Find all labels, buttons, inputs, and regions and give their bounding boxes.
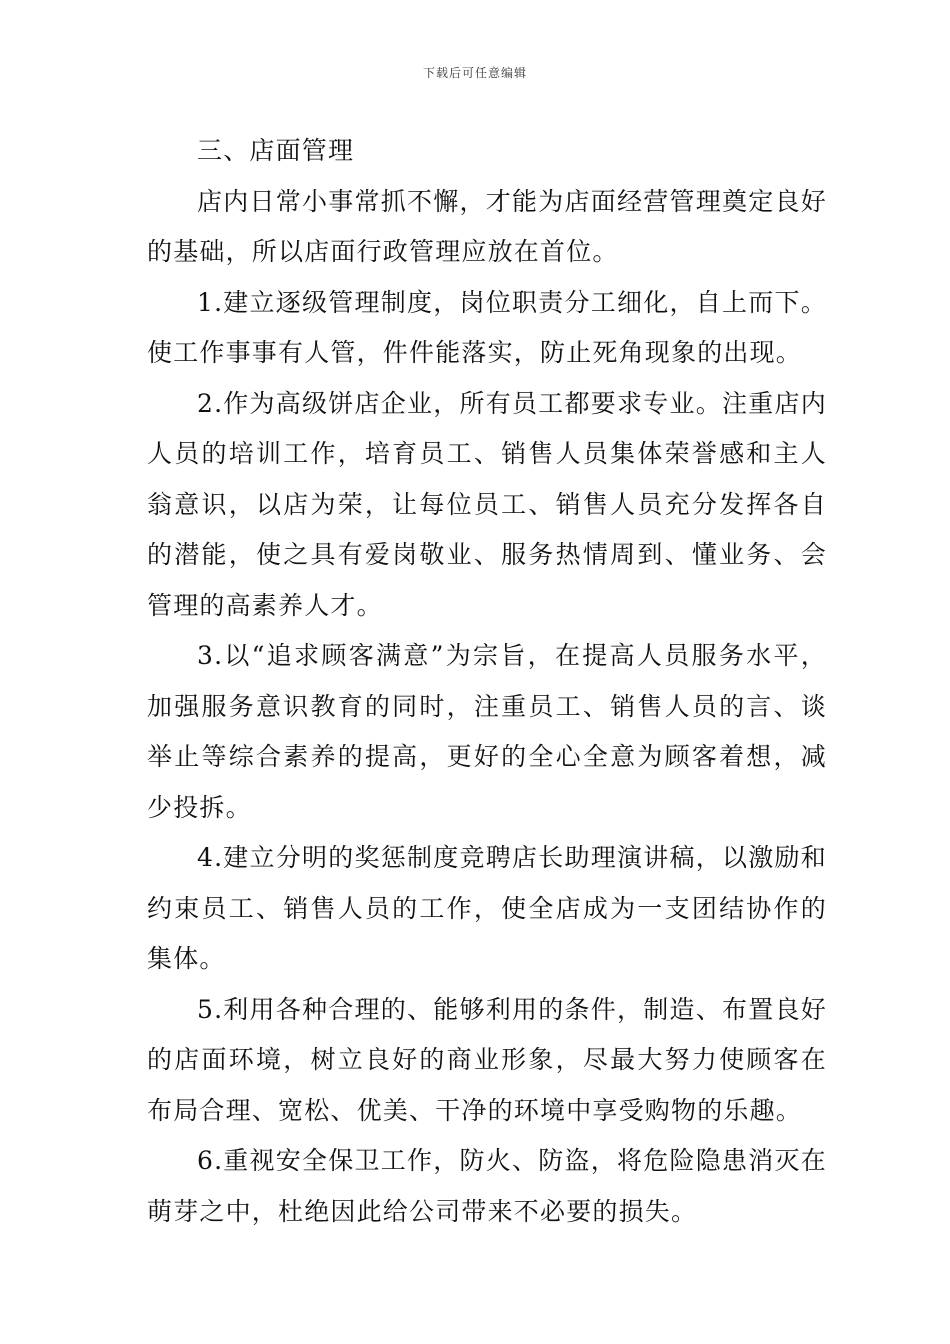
list-item: 4.建立分明的奖惩制度竞聘店长助理演讲稿，以激励和约束员工、销售人员的工作，使全店成为一支团结协作的集体。 bbox=[147, 843, 827, 973]
list-item: 6.重视安全保卫工作，防火、防盗，将危险隐患消灭在萌芽之中，杜绝因此给公司带来不必要的损失。 bbox=[147, 1146, 827, 1226]
list-item: 2.作为高级饼店企业，所有员工都要求专业。注重店内人员的培训工作，培育员工、销售人员集体荣誉感和主人翁意识，以店为荣，让每位员工、销售人员充分发挥各自的潜能，使之具有爱岗敬业、服务热情周到、懂业务、会管理的高素养人才。 bbox=[147, 388, 827, 620]
intro-paragraph: 店内日常小事常抓不懈，才能为店面经营管理奠定良好的基础，所以店面行政管理应放在首位。 bbox=[147, 186, 827, 266]
list-item: 3.以“追求顾客满意”为宗旨，在提高人员服务水平，加强服务意识教育的同时，注重员工、销售人员的言、谈举止等综合素养的提高，更好的全心全意为顾客着想，减少投拆。 bbox=[147, 641, 827, 822]
document-body bbox=[147, 126, 827, 1237]
section-title: 三、店面管理 bbox=[197, 136, 355, 165]
list-item: 5.利用各种合理的、能够利用的条件，制造、布置良好的店面环境，树立良好的商业形象，尽最大努力使顾客在布局合理、宽松、优美、干净的环境中享受购物的乐趣。 bbox=[147, 994, 827, 1125]
list-item: 1.建立逐级管理制度，岗位职责分工细化，自上而下。使工作事事有人管，件件能落实，防止死角现象的出现。 bbox=[147, 287, 827, 367]
header-note: 下载后可任意编辑 bbox=[422, 66, 527, 80]
